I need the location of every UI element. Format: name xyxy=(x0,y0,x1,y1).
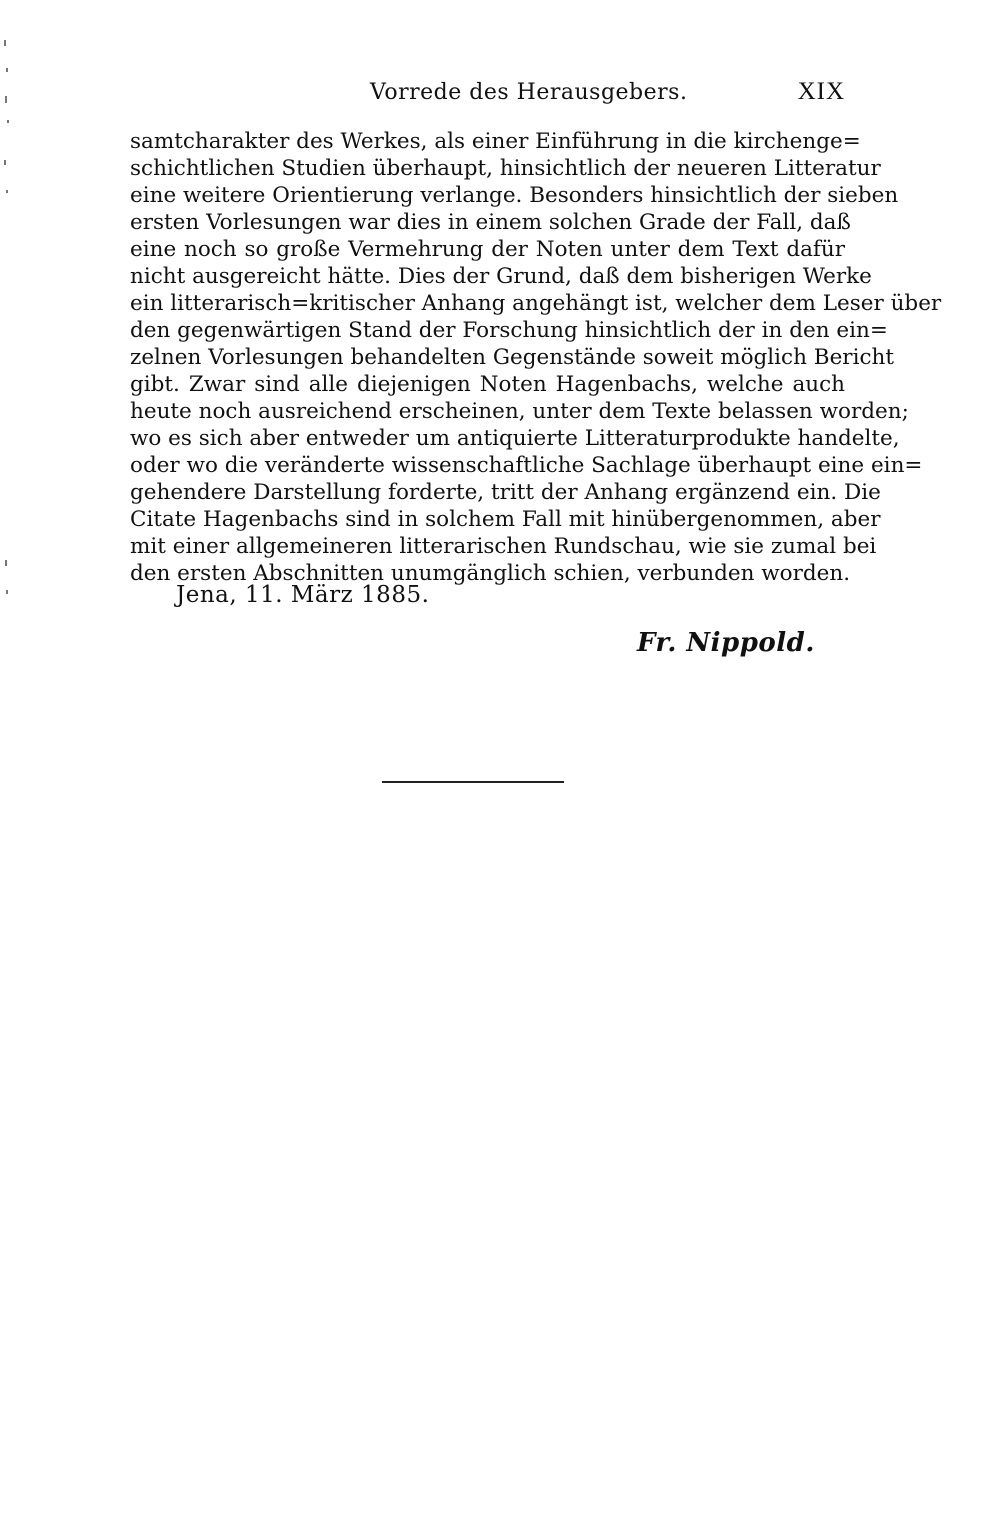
text-line: zelnen Vorlesungen behandelten Gegenstände soweit möglich Bericht xyxy=(130,345,894,370)
text-line: den ersten Abschnitten unumgänglich schien, verbunden worden. xyxy=(130,561,851,586)
dateline: Jena, 11. März 1885. xyxy=(176,582,430,608)
text-line: eine weitere Orientierung verlange. Besonders hinsichtlich der sieben xyxy=(130,183,899,208)
text-line: samtcharakter des Werkes, als einer Einführung in die kirchenge= xyxy=(130,129,861,154)
text-line: ersten Vorlesungen war dies in einem solchen Grade der Fall, daß xyxy=(130,210,851,235)
text-line: den gegenwärtigen Stand der Forschung hinsichtlich der in den ein= xyxy=(130,318,888,343)
text-line: heute noch ausreichend erscheinen, unter dem Texte belassen worden; xyxy=(130,399,909,424)
text-line: mit einer allgemeineren litterarischen Rundschau, wie sie zumal bei xyxy=(130,534,877,559)
text-line: wo es sich aber entweder um antiquierte Litteraturprodukte handelte, xyxy=(130,426,900,451)
section-rule xyxy=(382,781,564,783)
text-line: nicht ausgereicht hätte. Dies der Grund, daß dem bisherigen Werke xyxy=(130,264,872,289)
page-number: XIX xyxy=(797,78,845,105)
text-line: schichtlichen Studien überhaupt, hinsichtlich der neueren Litteratur xyxy=(130,156,881,181)
text-line: ein litterarisch=kritischer Anhang angehängt ist, welcher dem Leser über xyxy=(130,291,942,316)
text-line: eine noch so große Vermehrung der Noten unter dem Text dafür xyxy=(130,237,845,262)
running-head xyxy=(130,76,845,112)
body-paragraph xyxy=(130,128,942,587)
text-line: Citate Hagenbachs sind in solchem Fall mit hinübergenommen, aber xyxy=(130,507,881,532)
running-title: Vorrede des Herausgebers. xyxy=(370,80,688,105)
margin-specks xyxy=(0,0,14,620)
text-line: oder wo die veränderte wissenschaftliche Sachlage überhaupt eine ein= xyxy=(130,453,923,478)
text-line: gibt. Zwar sind alle diejenigen Noten Hagenbachs, welche auch xyxy=(130,372,845,397)
signature: Fr. Nippold. xyxy=(637,628,815,658)
text-line: gehendere Darstellung forderte, tritt der Anhang ergänzend ein. Die xyxy=(130,480,881,505)
